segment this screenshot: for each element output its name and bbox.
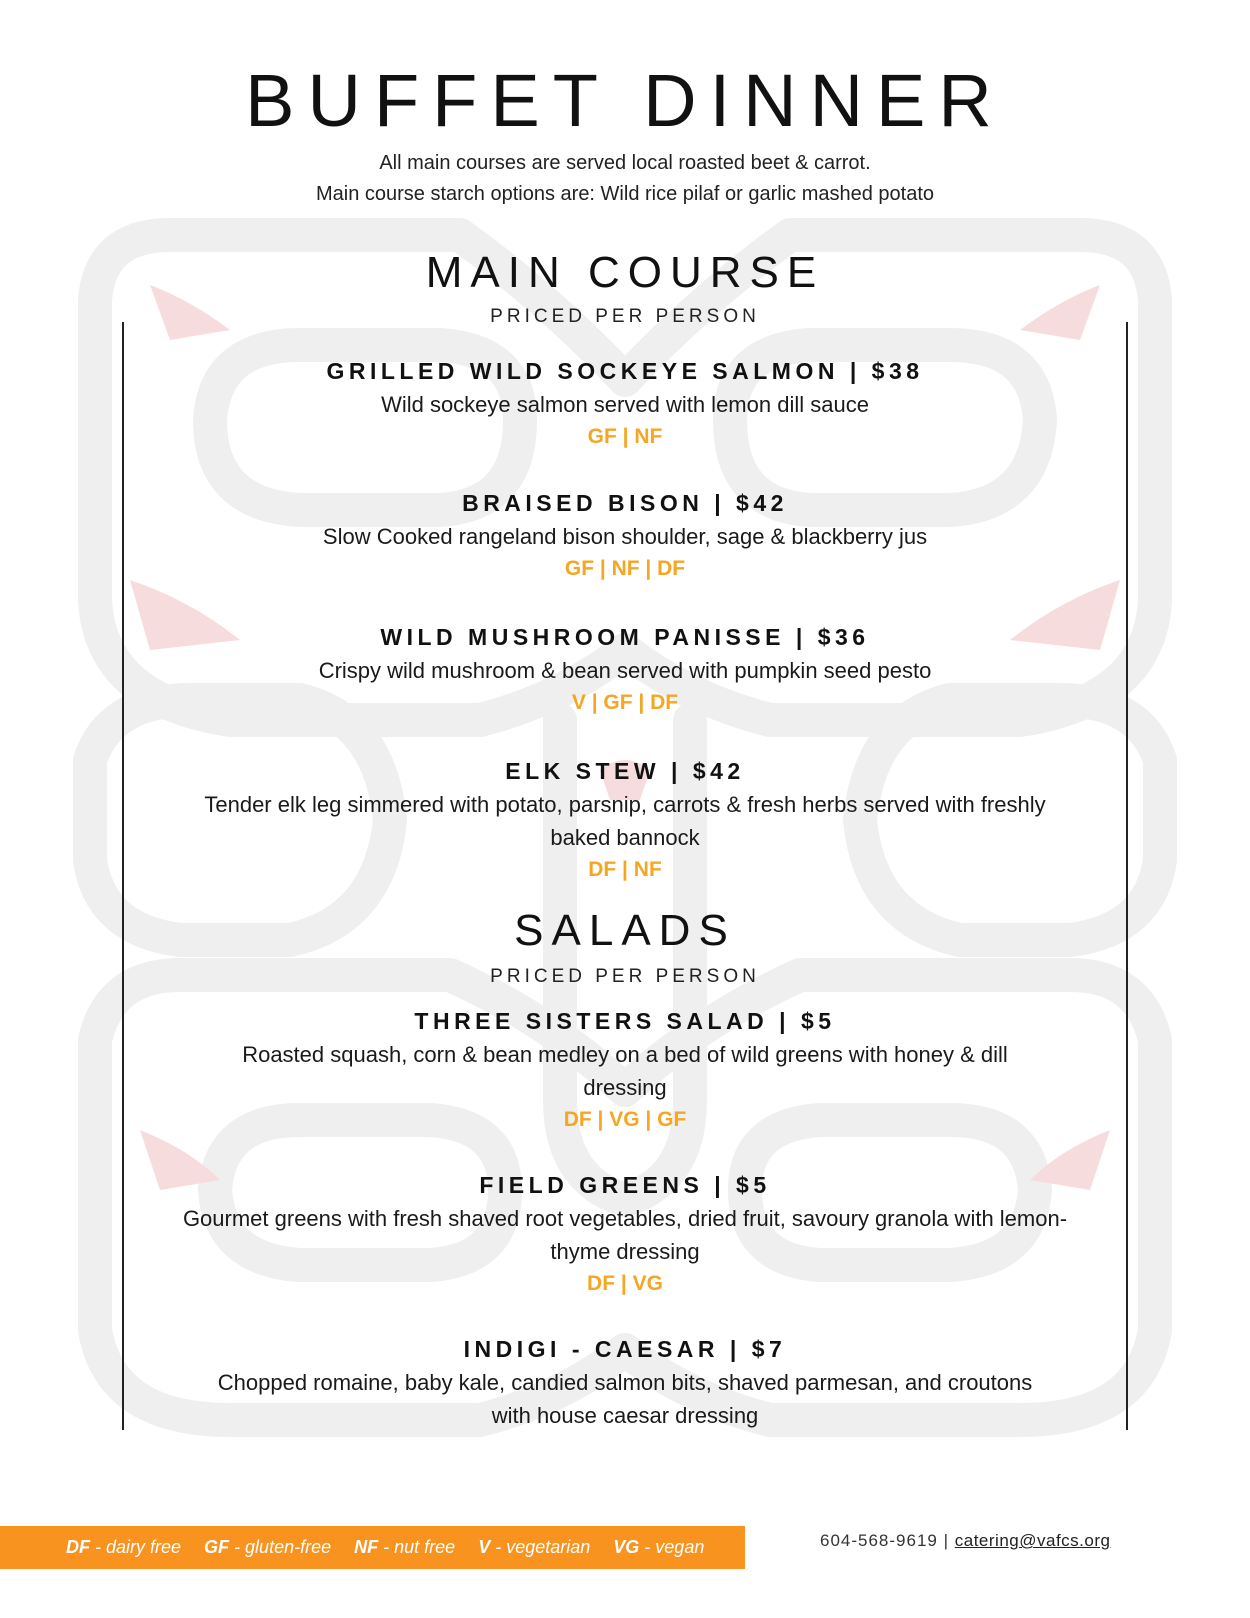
menu-item-description: Tender elk leg simmered with potato, parsnip, carrots & fresh herbs served with freshly baked bannock <box>204 792 1046 850</box>
right-divider-line <box>1126 322 1128 1430</box>
legend-abbr: DF <box>66 1537 90 1557</box>
menu-item-description: Roasted squash, corn & bean medley on a bed of wild greens with honey & dill dressing <box>242 1042 1008 1100</box>
salads-subheading: PRICED PER PERSON <box>490 966 760 987</box>
menu-item-diet-tags: DF | NF <box>588 858 662 881</box>
menu-item-description: Wild sockeye salmon served with lemon dill sauce <box>381 392 869 417</box>
legend-entry <box>478 1537 590 1557</box>
main-course-subheading: PRICED PER PERSON <box>490 306 760 327</box>
legend-text: - vegan <box>639 1537 705 1557</box>
menu-item-description: Slow Cooked rangeland bison shoulder, sage & blackberry jus <box>322 524 928 549</box>
main-course-heading: MAIN COURSE <box>425 248 825 297</box>
menu-item-diet-tags: GF | NF <box>587 425 663 448</box>
legend-text: - nut free <box>378 1537 456 1557</box>
left-divider-line <box>122 322 124 1430</box>
menu-item <box>180 354 1070 453</box>
salads-heading: SALADS <box>514 906 736 955</box>
menu-item-diet-tags: V | GF | DF <box>571 691 679 714</box>
diet-legend-bar <box>0 1526 745 1569</box>
contact-separator: | <box>937 1531 955 1550</box>
menu-item-name: THREE SISTERS SALAD | $5 <box>414 1008 836 1034</box>
legend-abbr: VG <box>613 1537 640 1557</box>
menu-item-name: GRILLED WILD SOCKEYE SALMON | $38 <box>326 358 924 384</box>
menu-item-description: Gourmet greens with fresh shaved root vegetables, dried fruit, savoury granola with lemon-thyme dressing <box>182 1206 1068 1264</box>
menu-item-name: INDIGI - CAESAR | $7 <box>463 1336 787 1362</box>
legend-text: - gluten-free <box>229 1537 332 1557</box>
contact-info <box>820 1531 1140 1551</box>
legend-entry <box>204 1537 331 1557</box>
menu-item-diet-tags: GF | NF | DF <box>564 557 686 580</box>
menu-item-description: Chopped romaine, baby kale, candied salmon bits, shaved parmesan, and croutons with house caesar dressing <box>217 1370 1033 1428</box>
menu-item-name: ELK STEW | $42 <box>505 758 745 784</box>
menu-item <box>200 1004 1050 1136</box>
intro-text <box>0 148 1250 210</box>
legend-entry <box>354 1537 455 1557</box>
intro-line: Main course starch options are: Wild rice pilaf or garlic mashed potato <box>315 183 935 205</box>
menu-item-diet-tags: DF | VG | GF <box>563 1108 687 1131</box>
legend-abbr: GF <box>204 1537 230 1557</box>
menu-item-description: Crispy wild mushroom & bean served with pumpkin seed pesto <box>318 658 932 683</box>
menu-item-diet-tags: DF | VG <box>587 1272 663 1295</box>
intro-line: All main courses are served local roasted beet & carrot. <box>379 152 871 174</box>
email-link[interactable]: catering@vafcs.org <box>954 1531 1111 1550</box>
menu-item <box>200 1332 1050 1432</box>
page-title: BUFFET DINNER <box>245 59 1005 142</box>
legend-entry <box>66 1537 181 1557</box>
legend-abbr: V <box>478 1537 491 1557</box>
menu-item <box>190 754 1060 886</box>
legend-abbr: NF <box>354 1537 379 1557</box>
legend-text: - dairy free <box>90 1537 182 1557</box>
menu-item-name: BRAISED BISON | $42 <box>462 490 788 516</box>
menu-item-name: FIELD GREENS | $5 <box>479 1172 771 1198</box>
legend-entry <box>613 1537 704 1557</box>
menu-item <box>180 486 1070 585</box>
phone-number: 604-568-9619 <box>820 1531 938 1550</box>
menu-item <box>180 1168 1070 1300</box>
legend-text: - vegetarian <box>490 1537 591 1557</box>
menu-item <box>180 620 1070 719</box>
menu-item-name: WILD MUSHROOM PANISSE | $36 <box>380 624 870 650</box>
